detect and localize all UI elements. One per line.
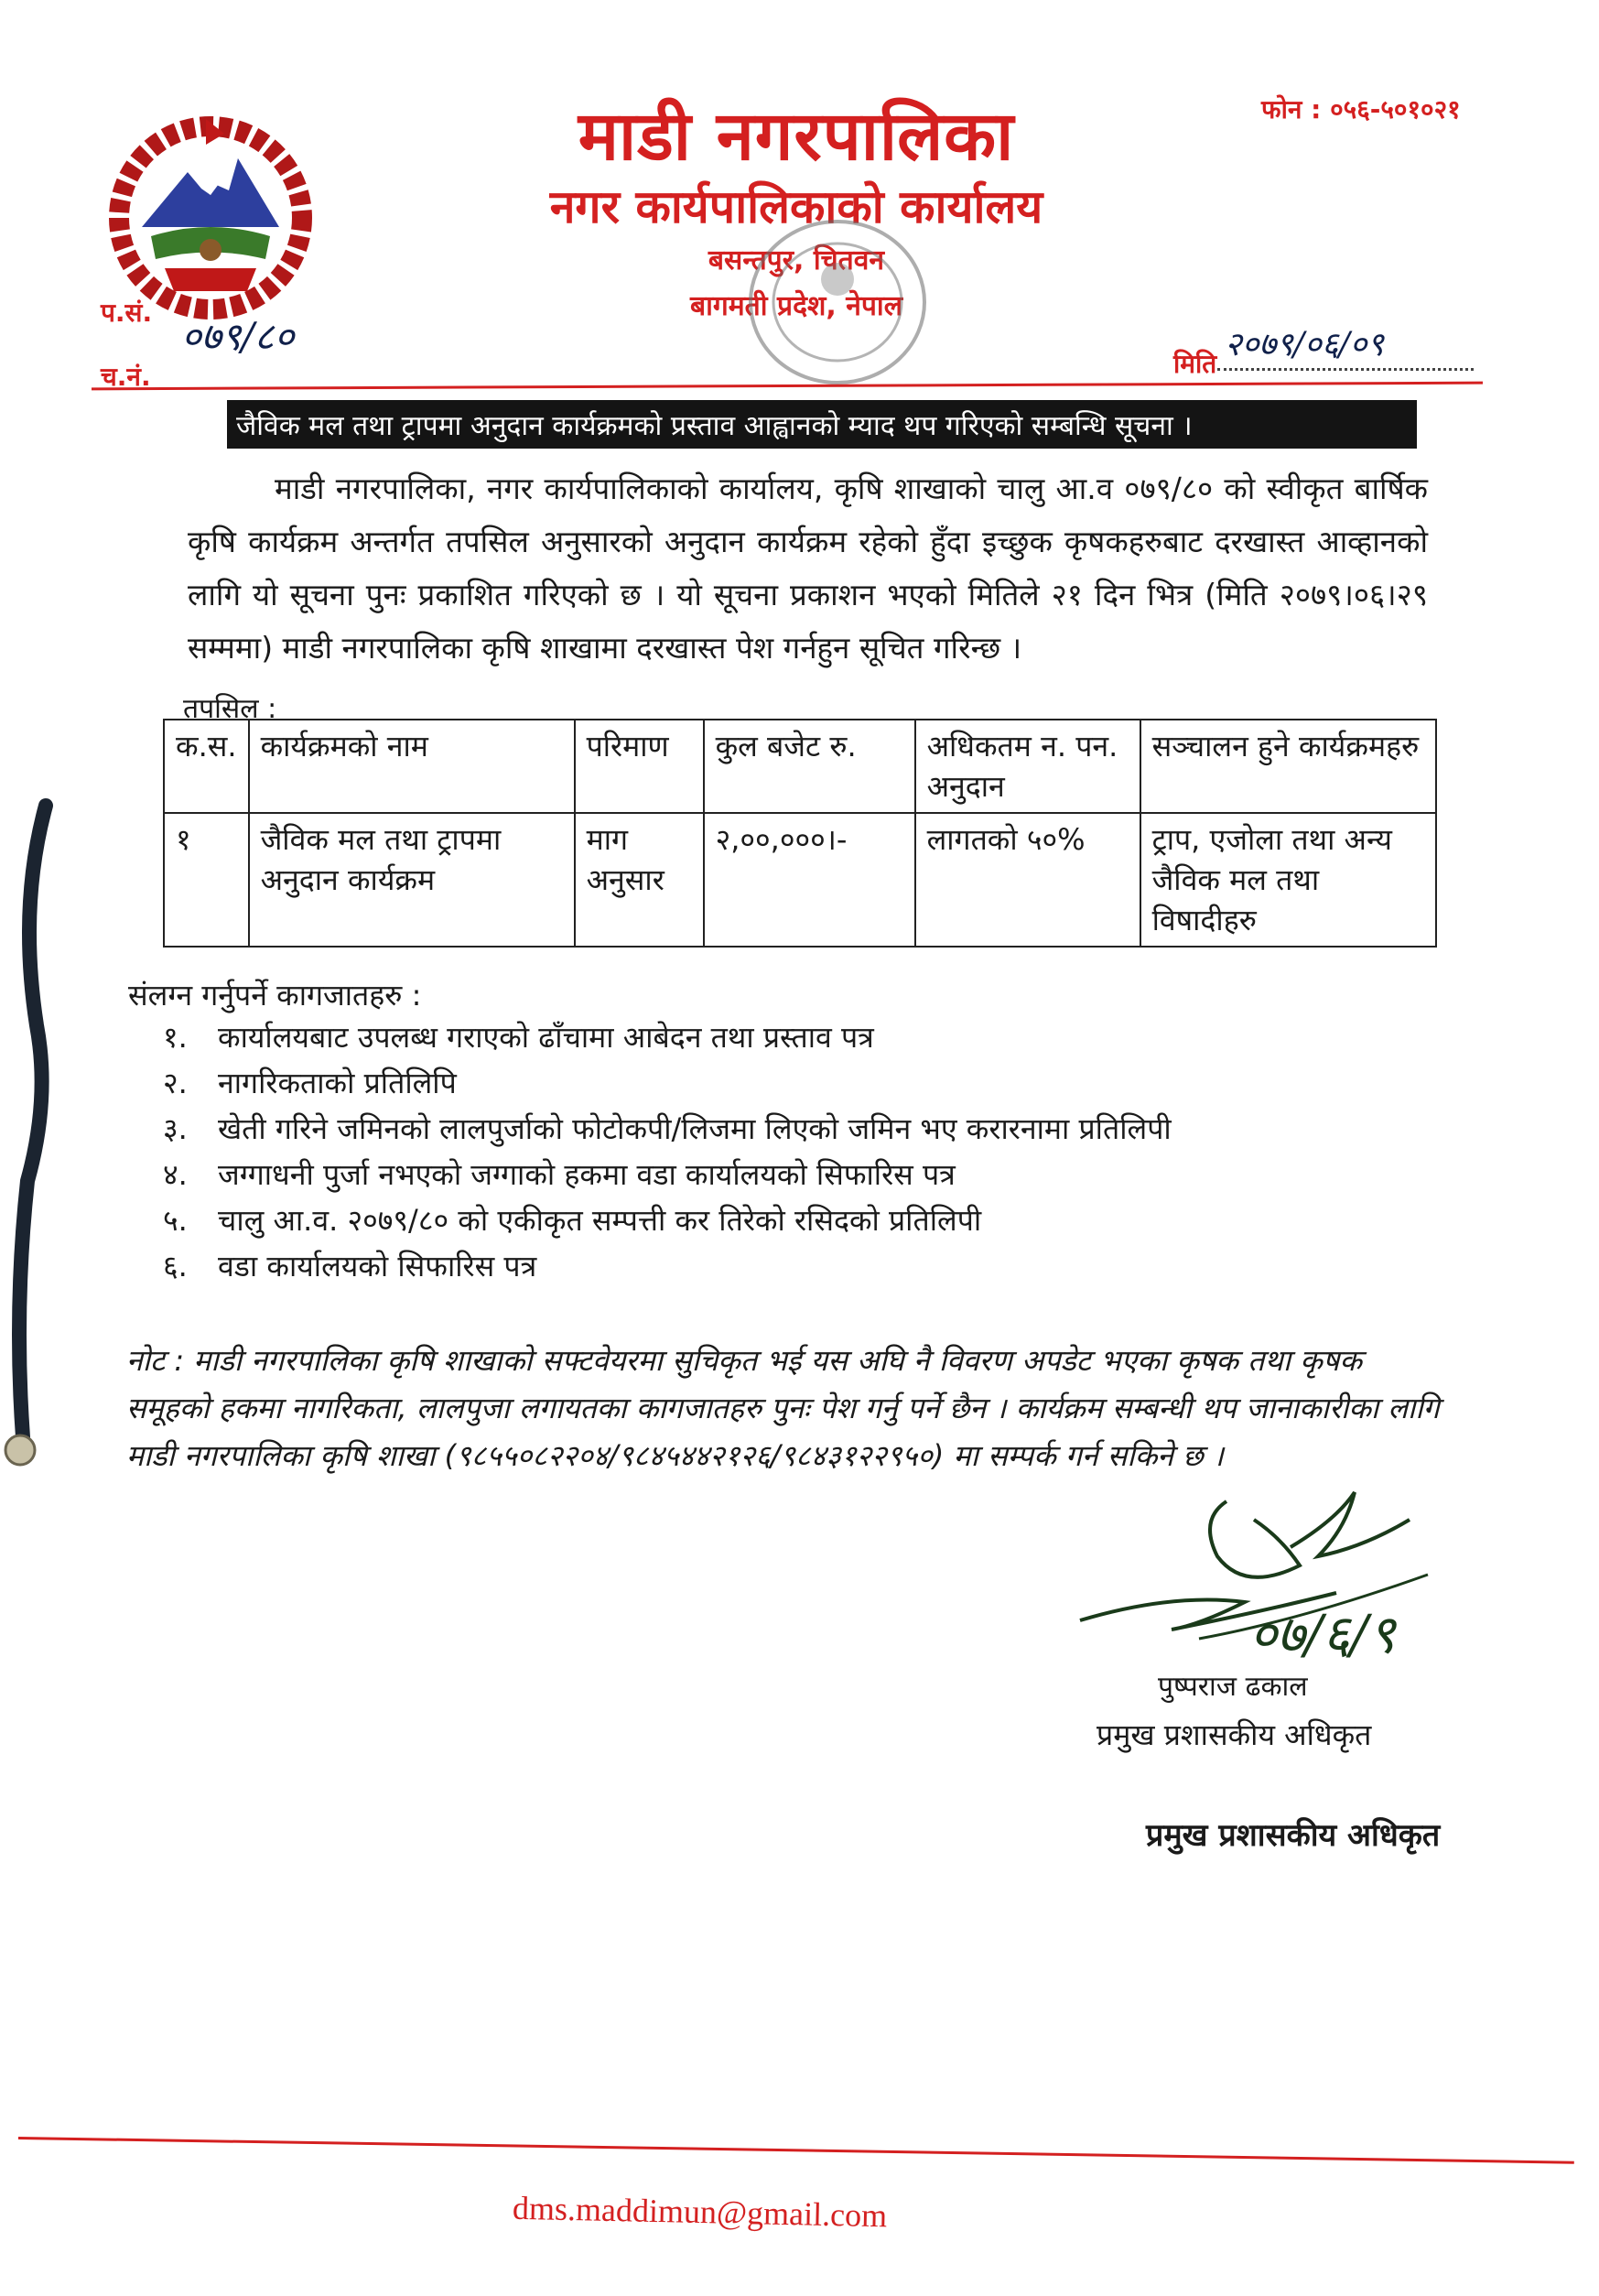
list-item-text: नागरिकताको प्रतिलिपि [218,1066,457,1100]
notice-note: नोट : माडी नगरपालिका कृषि शाखाको सफ्टवेयरमा सुचिकृत भई यस अघि नै विवरण अपडेट भएका कृषक तथा कृषक समूहको हकमा नागरिकता, लालपुजा लगायतका कागजातहरु पुनः पेश गर्नु पर्ने छैन । कार्यक्रम सम्बन्धी थप जानाकारीका लागि माडी नगरपालिका कृषि शाखा (९८५५०८२२०४/९८४५४४२१२६/९८४३१२२९५०) मा सम्पर्क गर्न सकिने छ । [126,1343,1440,1473]
table-cell: लागतको ५०% [915,813,1140,947]
signature-date: ०७/६/९ [1249,1603,1396,1665]
list-item-number: ६. [163,1249,188,1283]
dispatch-label: च.नं. [101,362,151,392]
table-cell: १ [164,813,249,947]
notice-body: माडी नगरपालिका, नगर कार्यपालिकाको कार्यालय, कृषि शाखाको चालु आ.व ०७९/८० को स्वीकृत बार्षिक कृषि कार्यक्रम अन्तर्गत तपसिल अनुसारको अनुदान कार्यक्रम रहेको हुँदा इच्छुक कृषकहरुबाट दरखास्त आव्हानको लागि यो सूचना पुनः प्रकाशित गरिएको छ । यो सूचना प्रकाशन भएको मितिले २१ दिन भित्र (मिति २०७९।०६।२९ सम्ममा) माडी नगरपालिका कृषि शाखामा दरखास्त पेश गर्नहुन सूचित गरिन्छ । [188,471,1428,666]
program-table [163,719,1437,948]
table-row [164,813,1436,947]
list-item [163,1106,1172,1152]
notice-subject: जैविक मल तथा ट्रापमा अनुदान कार्यक्रमको प्रस्ताव आह्वानको म्याद थप गरिएको सम्बन्धि सूचना । [227,400,1417,449]
table-cell: २,००,०००।- [704,813,915,947]
reference-number: ०७९/८० [181,314,295,359]
table-cell: ट्राप, एजोला तथा अन्य जैविक मल तथा विषादीहरु [1140,813,1436,947]
column-header: कार्यक्रमको नाम [249,720,575,813]
phone-number: फोन : ०५६-५०१०२१ [1261,94,1461,125]
details-label: तपसिल : [183,693,277,725]
reference-label: प.सं. [101,298,153,328]
list-item-number: १. [163,1020,188,1055]
list-item-number: ४. [163,1157,188,1192]
date-value: २०७९/०६/०९ [1225,326,1385,363]
list-item-number: ३. [163,1111,188,1146]
footer-email: dms.maddimun@gmail.com [512,2189,888,2235]
list-item [163,1060,1172,1106]
office-subtitle: नगर कार्यपालिकाको कार्यालय [549,180,1043,233]
signer-title: प्रमुख प्रशासकीय अधिकृत [1097,1717,1372,1752]
list-item-text: खेती गरिने जमिनको लालपुर्जाको फोटोकपी/लिजमा लिएको जमिन भए करारनामा प्रतिलिपी [218,1111,1172,1146]
footer-divider [18,2137,1574,2164]
list-item-text: वडा कार्यालयको सिफारिस पत्र [218,1249,537,1283]
signature-icon [1062,1465,1501,1675]
column-header: सञ्चालन हुने कार्यक्रमहरु [1140,720,1436,813]
list-item [163,1152,1172,1197]
list-item [163,1243,1172,1289]
list-item-text: कार्यालयबाट उपलब्ध गराएको ढाँचामा आबेदन तथा प्रस्ताव पत्र [218,1020,874,1055]
list-item-number: २. [163,1066,188,1100]
column-header: परिमाण [575,720,704,813]
table-header-row [164,720,1436,813]
address-line-1: बसन्तपुर, चितवन [708,244,885,276]
column-header: अधिकतम न. पन. अनुदान [915,720,1140,813]
date-dotted-line [1217,368,1474,371]
list-item-text: चालु आ.व. २०७९/८० को एकीकृत सम्पत्ती कर तिरेको रसिदको प्रतिलिपी [218,1203,982,1238]
table-cell: जैविक मल तथा ट्रापमा अनुदान कार्यक्रम [249,813,575,947]
binding-cord-icon [0,796,64,1483]
list-item [163,1014,1172,1060]
date-label: मिति [1173,349,1217,379]
list-item-number: ५. [163,1203,188,1238]
list-item-text: जग्गाधनी पुर्जा नभएको जग्गाको हकमा वडा कार्यालयको सिफारिस पत्र [218,1157,956,1192]
documents-heading: संलग्न गर्नुपर्ने कागजातहरु : [128,978,422,1013]
office-name: माडी नगरपालिका [578,97,1015,176]
table-cell: माग अनुसार [575,813,704,947]
office-stamp-icon [732,206,943,398]
signer-name: पुष्पराज ढकाल [1158,1671,1308,1703]
column-header: कुल बजेट रु. [704,720,915,813]
list-item [163,1197,1172,1243]
documents-list [163,1014,1172,1289]
signer-title-printed: प्रमुख प्रशासकीय अधिकृत [1146,1817,1441,1854]
address-line-2: बागमती प्रदेश, नेपाल [689,290,903,322]
column-header: क.स. [164,720,249,813]
